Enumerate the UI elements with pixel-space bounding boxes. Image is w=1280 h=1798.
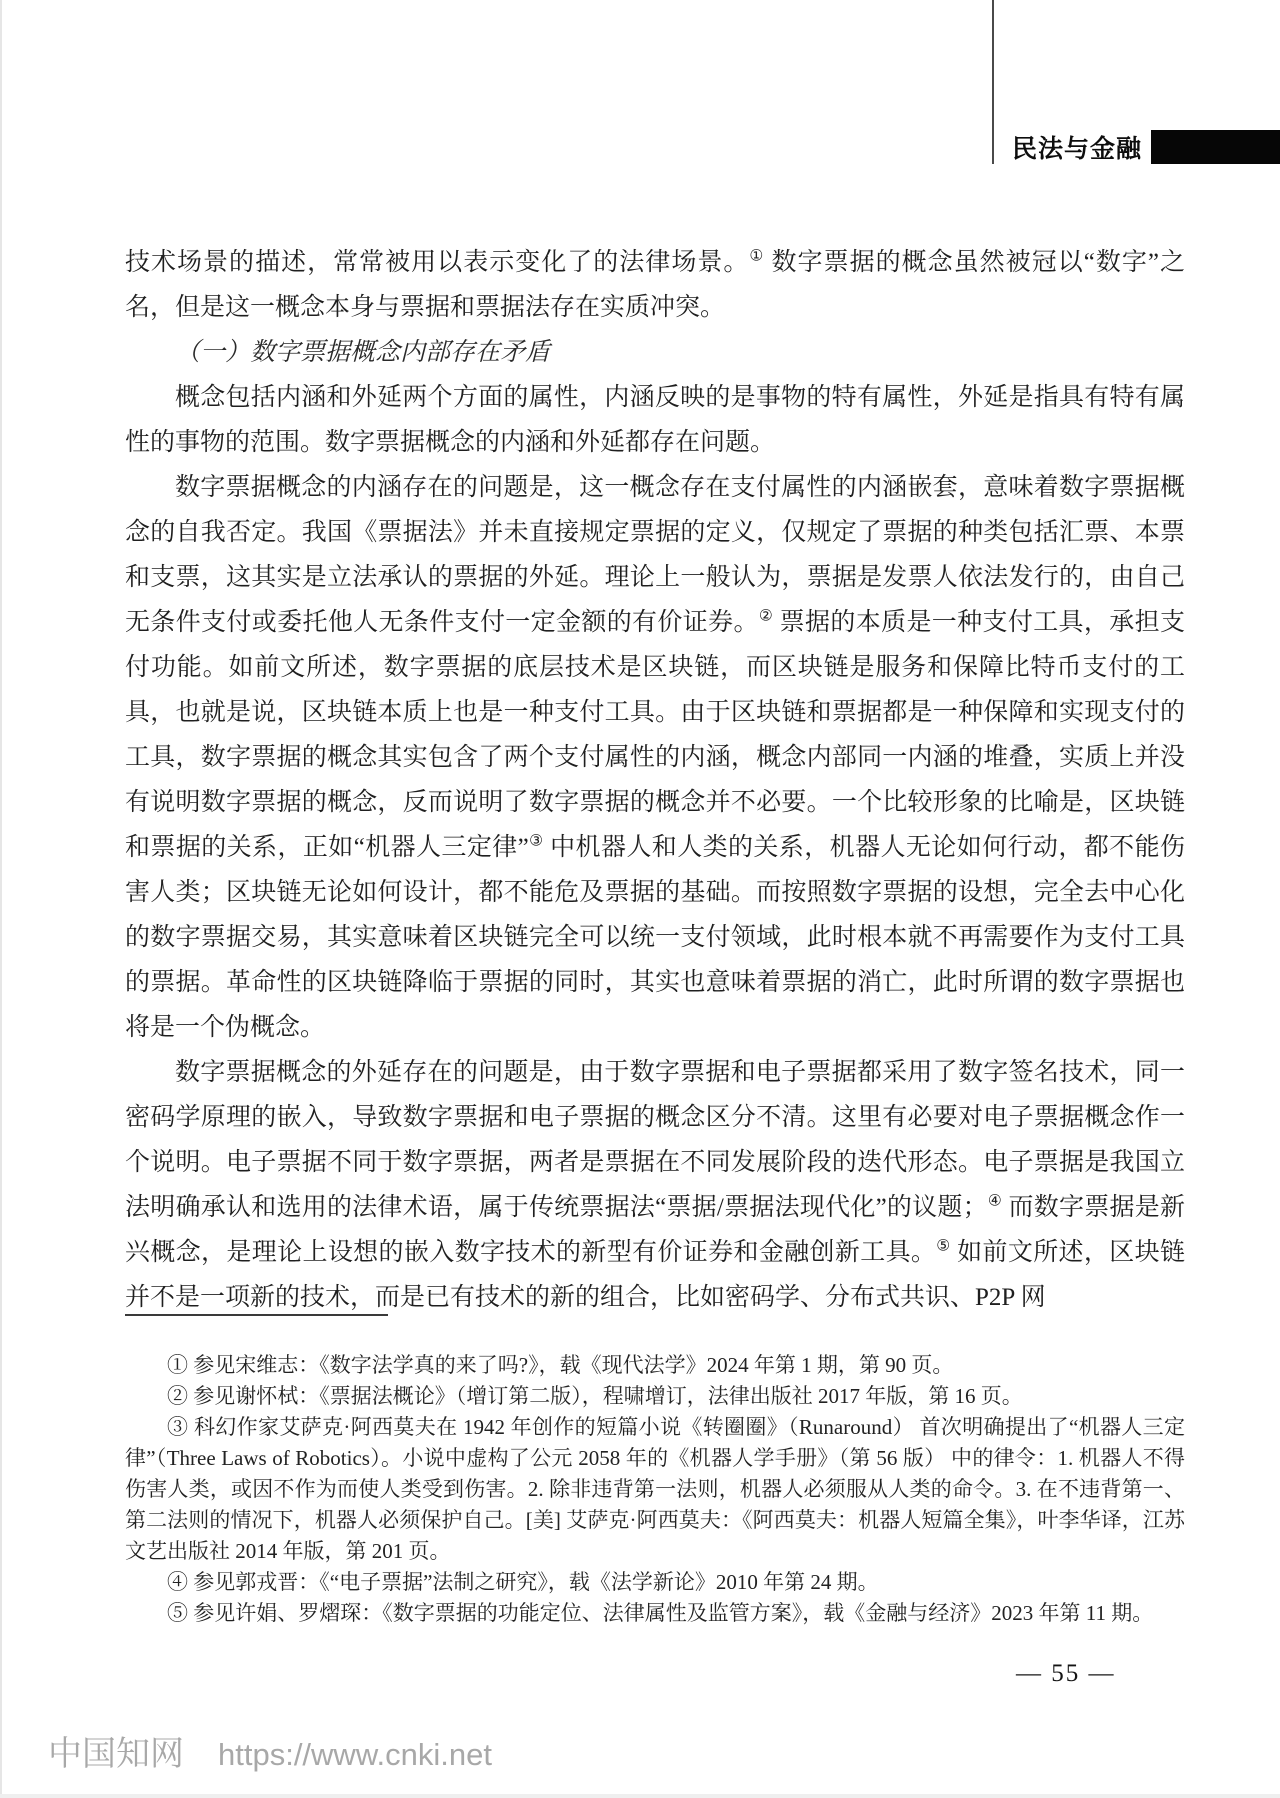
scan-edge-bottom bbox=[0, 1794, 1280, 1798]
footnote-item: ② 参见谢怀栻：《票据法概论》（增订第二版），程啸增订，法律出版社 2017 年版，第 16 页。 bbox=[167, 1384, 1023, 1408]
footnotes-block bbox=[125, 1350, 1185, 1629]
footnote-item: ③ 科幻作家艾萨克·阿西莫夫在 1942 年创作的短篇小说《转圈圈》（Runaround） 首次明确提出了“机器人三定律”（Three Laws of Robotics）。小说中虚构了公元 2058 年的《机器人学手册》（第 56 版） 中的律令：1. 机器人不得伤害人类，或因不作为而使人类受到伤害。2. 除非违背第一法则，机器人必须服从人类的命令。3. 在不违背第一、第二法则的情况下，机器人必须保护自己。[美] 艾萨克·阿西莫夫：《阿西莫夫：机器人短篇全集》，叶李华译，江苏文艺出版社 2014 年版，第 201 页。 bbox=[125, 1415, 1185, 1563]
footnote-ref: ⑤ bbox=[936, 1237, 951, 1255]
page-number: — 55 — bbox=[1016, 1660, 1116, 1687]
body-paragraph: 数字票据概念的外延存在的问题是，由于数字票据和电子票据都采用了数字签名技术，同一密码学原理的嵌入，导致数字票据和电子票据的概念区分不清。这里有必要对电子票据概念作一个说明。电子票据不同于数字票据，两者是票据在不同发展阶段的迭代形态。电子票据是我国立法明确承认和选用的法律术语，属于传统票据法“票据/票据法现代化”的议题；④ 而数字票据是新兴概念，是理论上设想的嵌入数字技术的新型有价证券和金融创新工具。⑤ 如前文所述，区块链并不是一项新的技术，而是已有技术的新的组合，比如密码学、分布式共识、P2P 网 bbox=[125, 1059, 1185, 1311]
footnote-ref: ④ bbox=[987, 1192, 1003, 1210]
watermark bbox=[48, 1726, 492, 1775]
watermark-site-name: 中国知网 bbox=[48, 1735, 184, 1773]
body-paragraph: 概念包括内涵和外延两个方面的属性，内涵反映的是事物的特有属性，外延是指具有特有属性的事物的范围。数字票据概念的内涵和外延都存在问题。 bbox=[125, 384, 1185, 456]
body-paragraph: 技术场景的描述，常常被用以表示变化了的法律场景。① 数字票据的概念虽然被冠以“数字”之名，但是这一概念本身与票据和票据法存在实质冲突。 bbox=[125, 247, 1185, 321]
footnote-item: ④ 参见郭戎晋：《“电子票据”法制之研究》，载《法学新论》2010 年第 24 期。 bbox=[167, 1570, 879, 1594]
footnote-ref: ② bbox=[758, 607, 774, 625]
footnote-ref: ③ bbox=[528, 832, 544, 850]
footnote-item: ① 参见宋维志：《数字法学真的来了吗?》，载《现代法学》2024 年第 1 期，第 90 页。 bbox=[167, 1353, 954, 1377]
header-divider-line bbox=[992, 0, 994, 164]
footnote-separator bbox=[125, 1314, 388, 1316]
scan-edge-left bbox=[0, 0, 2, 1798]
article-body bbox=[125, 240, 1185, 1320]
footnote-ref: ① bbox=[749, 247, 765, 265]
header-black-tab bbox=[1151, 130, 1280, 164]
watermark-url: https://www.cnki.net bbox=[218, 1737, 492, 1772]
body-paragraph: 数字票据概念的内涵存在的问题是，这一概念存在支付属性的内涵嵌套，意味着数字票据概念的自我否定。我国《票据法》并未直接规定票据的定义，仅规定了票据的种类包括汇票、本票和支票，这其实是立法承认的票据的外延。理论上一般认为，票据是发票人依法发行的，由自己无条件支付或委托他人无条件支付一定金额的有价证券。② 票据的本质是一种支付工具，承担支付功能。如前文所述，数字票据的底层技术是区块链，而区块链是服务和保障比特币支付的工具，也就是说，区块链本质上也是一种支付工具。由于区块链和票据都是一种保障和实现支付的工具，数字票据的概念其实包含了两个支付属性的内涵，概念内部同一内涵的堆叠，实质上并没有说明数字票据的概念，反而说明了数字票据的概念并不必要。一个比较形象的比喻是，区块链和票据的关系，正如“机器人三定律”③ 中机器人和人类的关系，机器人无论如何行动，都不能伤害人类；区块链无论如何设计，都不能危及票据的基础。而按照数字票据的设想，完全去中心化的数字票据交易，其实意味着区块链完全可以统一支付领域，此时根本就不再需要作为支付工具的票据。革命性的区块链降临于票据的同时，其实也意味着票据的消亡，此时所谓的数字票据也将是一个伪概念。 bbox=[125, 474, 1185, 1041]
sub-heading: （一）数字票据概念内部存在矛盾 bbox=[175, 339, 551, 366]
section-label: 民法与金融 bbox=[1012, 136, 1143, 163]
footnote-item: ⑤ 参见许娟、罗熠琛：《数字票据的功能定位、法律属性及监管方案》，载《金融与经济》2023 年第 11 期。 bbox=[167, 1601, 1154, 1625]
